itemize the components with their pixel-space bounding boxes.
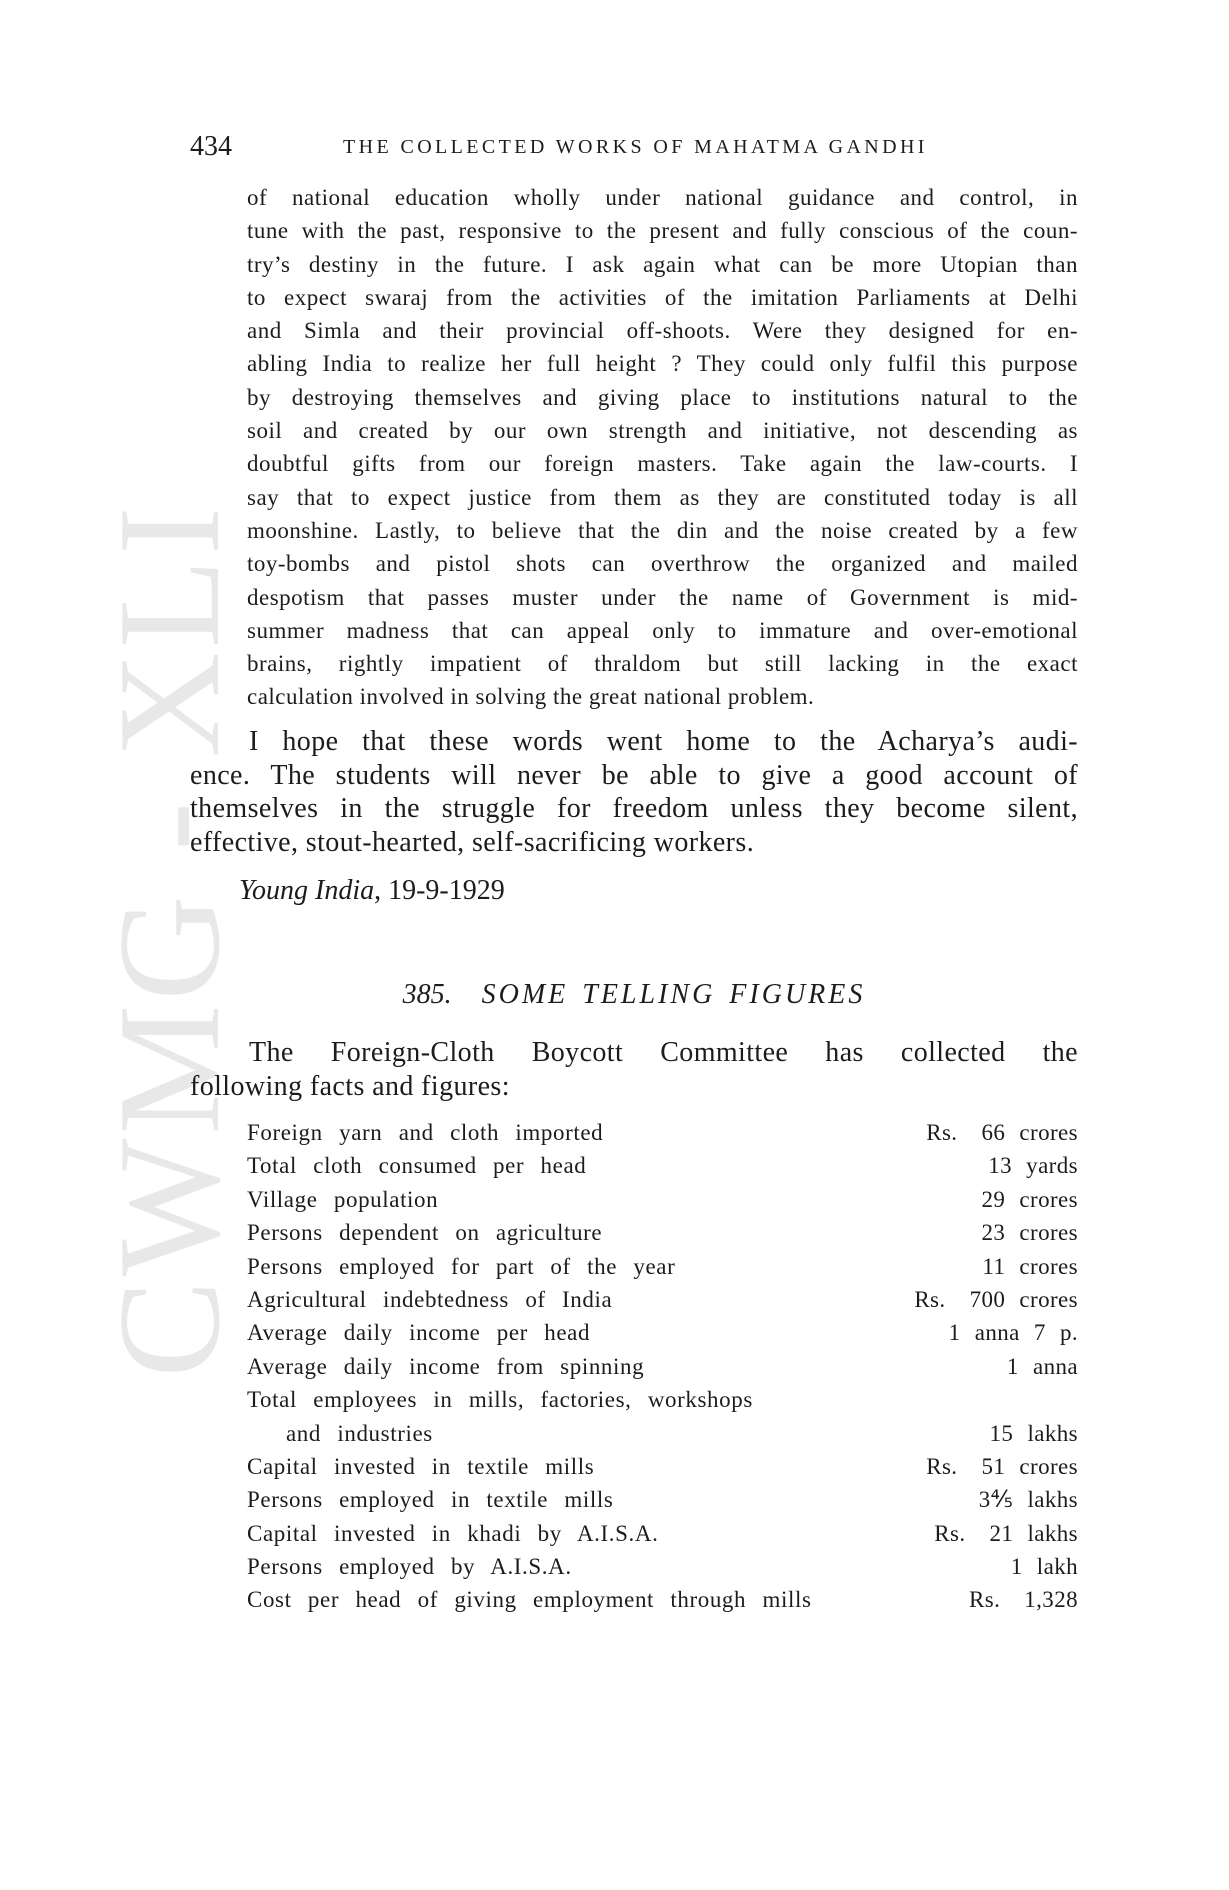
figure-label: Capital invested in textile mills	[247, 1453, 595, 1479]
figure-label: Persons employed by A.I.S.A.	[247, 1554, 572, 1580]
text-line: calculation involved in solving the great national problem.	[247, 684, 815, 710]
figure-amount: 13 yards	[988, 1153, 1078, 1179]
table-row	[247, 1583, 1078, 1616]
figure-amount: 3⅘ lakhs	[978, 1487, 1078, 1513]
text-line: moonshine. Lastly, to believe that the din and the noise created by a few	[247, 517, 1078, 543]
text-line: toy-bombs and pistol shots can overthrow the organized and mailed	[247, 551, 1078, 577]
text-line: summer madness that can appeal only to immature and over-emotional	[247, 617, 1078, 643]
figure-amount: 1 anna 7 p.	[948, 1320, 1078, 1346]
text-line: following facts and figures:	[190, 1070, 510, 1102]
figure-label: Agricultural indebtedness of India	[247, 1286, 613, 1312]
source-publication: Young India	[239, 875, 375, 906]
figure-amount: 1,328	[1024, 1587, 1078, 1613]
figure-amount: 51 crores	[981, 1453, 1078, 1479]
table-row	[247, 1316, 1078, 1349]
table-row	[247, 1216, 1078, 1249]
figure-label: Persons dependent on agriculture	[247, 1220, 603, 1246]
figure-value	[982, 1250, 1078, 1283]
section-heading	[190, 978, 1078, 1012]
text-line: themselves in the struggle for freedom unless they become silent,	[190, 793, 1078, 825]
figure-amount: 15 lakhs	[989, 1420, 1078, 1446]
figure-value	[990, 1417, 1079, 1450]
figure-label: Persons employed for part of the year	[247, 1253, 676, 1279]
currency-prefix: Rs.	[926, 1453, 958, 1479]
figure-amount: 66 crores	[981, 1120, 1078, 1145]
currency-prefix: Rs.	[926, 1120, 958, 1145]
source-separator: ,	[374, 875, 389, 906]
text-line: say that to expect justice from them as they are constituted today is all	[247, 484, 1078, 510]
text-line: brains, rightly impatient of thraldom but still lacking in the exact	[247, 651, 1078, 677]
watermark: CWMG - XLI	[88, 502, 250, 1378]
figure-value	[1011, 1550, 1078, 1583]
text-line: try’s destiny in the future. I ask again what can be more Utopian than	[247, 251, 1078, 277]
running-title: THE COLLECTED WORKS OF MAHATMA GANDHI	[343, 136, 928, 158]
source-date: 19-9-1929	[388, 875, 505, 906]
body-paragraph	[190, 725, 1078, 860]
text-line: I hope that these words went home to the Acharya’s audi-	[249, 726, 1078, 757]
intro-paragraph	[190, 1036, 1078, 1103]
text-line: effective, stout-hearted, self-sacrificing workers.	[190, 827, 755, 859]
figure-value	[969, 1583, 1078, 1616]
text-line: The Foreign-Cloth Boycott Committee has collected the	[249, 1037, 1078, 1068]
figure-amount: 700 crores	[969, 1286, 1078, 1312]
section-number: 385.	[402, 979, 452, 1010]
figure-label: Total cloth consumed per head	[247, 1153, 587, 1179]
figure-label: Village population	[247, 1186, 439, 1212]
table-row-continued	[247, 1417, 1078, 1450]
table-row	[247, 1183, 1078, 1216]
figure-value	[988, 1149, 1078, 1182]
table-row	[247, 1283, 1078, 1316]
source-citation	[239, 874, 505, 908]
figure-label: Foreign yarn and cloth imported	[247, 1120, 604, 1145]
text-line: ence. The students will never be able to give a good account of	[190, 759, 1078, 791]
table-row	[247, 1116, 1078, 1149]
figure-label: Capital invested in khadi by A.I.S.A.	[247, 1520, 659, 1546]
figure-amount: 1 anna	[1006, 1353, 1078, 1379]
figure-label: Average daily income per head	[247, 1320, 591, 1346]
text-line: soil and created by our own strength and initiative, not descending as	[247, 418, 1078, 444]
figure-value	[926, 1116, 1078, 1149]
table-row	[247, 1483, 1078, 1516]
currency-prefix: Rs.	[914, 1286, 946, 1312]
figure-value	[934, 1517, 1078, 1550]
figure-value	[914, 1283, 1078, 1316]
text-line: despotism that passes muster under the name of Government is mid-	[247, 584, 1078, 610]
figure-amount: 29 crores	[981, 1186, 1078, 1212]
text-line: and Simla and their provincial off-shoots. Were they designed for en-	[247, 318, 1078, 344]
figure-label-continued: and industries	[286, 1420, 433, 1446]
quoted-passage	[247, 181, 1078, 714]
table-row	[247, 1149, 1078, 1182]
table-row	[247, 1450, 1078, 1483]
section-title: SOME TELLING FIGURES	[481, 979, 866, 1010]
text-line: doubtful gifts from our foreign masters. Take again the law-courts. I	[247, 451, 1078, 477]
figure-label: Persons employed in textile mills	[247, 1487, 614, 1513]
figure-label: Total employees in mills, factories, workshops	[247, 1387, 753, 1413]
text-line: tune with the past, responsive to the present and fully conscious of the coun-	[247, 218, 1078, 244]
figure-value	[949, 1316, 1078, 1349]
figure-value	[981, 1216, 1078, 1249]
currency-prefix: Rs.	[969, 1587, 1001, 1613]
text-line: abling India to realize her full height ? They could only fulfil this purpose	[247, 351, 1078, 377]
figure-value	[981, 1183, 1078, 1216]
table-row	[247, 1350, 1078, 1383]
table-row	[247, 1383, 1078, 1416]
table-row	[247, 1517, 1078, 1550]
figures-table	[247, 1116, 1078, 1617]
figure-value	[979, 1483, 1078, 1516]
text-line: to expect swaraj from the activities of the imitation Parliaments at Delhi	[247, 284, 1078, 310]
page-number: 434	[190, 131, 232, 162]
figure-amount: 23 crores	[981, 1220, 1078, 1246]
figure-label: Average daily income from spinning	[247, 1353, 645, 1379]
figure-amount: 1 lakh	[1010, 1554, 1078, 1580]
figure-amount: 11 crores	[982, 1253, 1078, 1279]
text-line: of national education wholly under national guidance and control, in	[247, 185, 1078, 210]
figure-value	[926, 1450, 1078, 1483]
text-line: by destroying themselves and giving place to institutions natural to the	[247, 384, 1078, 410]
table-row	[247, 1250, 1078, 1283]
figure-amount: 21 lakhs	[989, 1520, 1078, 1546]
figure-value	[1007, 1350, 1078, 1383]
figure-label: Cost per head of giving employment through mills	[247, 1587, 812, 1613]
currency-prefix: Rs.	[934, 1520, 966, 1546]
table-row	[247, 1550, 1078, 1583]
